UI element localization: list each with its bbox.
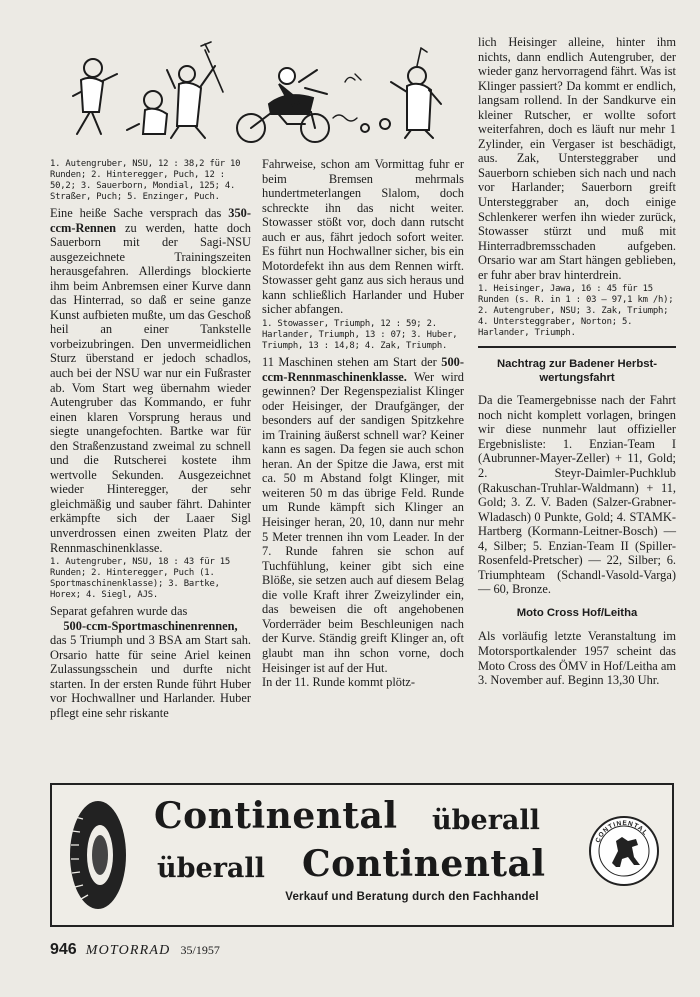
section-divider [478,346,676,348]
tyre-icon [67,797,129,913]
article-column-3 [478,35,676,688]
logo-text: CONTINENTAL [594,819,650,844]
magazine-name: MOTORRAD [85,943,171,958]
heading-350ccm-race: 350-ccm-Rennen [50,206,251,235]
race-result-500-racing: 1. Heisinger, Jawa, 16 : 45 für 15 Runden (s. R. in 1 : 03 — 97,1 km /h); 2. Autengruber, NSU; 3. Zak, Triumph; 4. Untersteggraber, Norton; 5. Harlander, Triumph. [478,284,674,339]
race-result-125: 1. Autengruber, NSU, 12 : 38,2 für 10 Runden; 2. Hinteregger, Puch, 12 : 50,2; 3. Sauerborn, Mondial, 125; 4. Straßer, Puch; 5. Enzinger, Puch. [50,159,241,202]
ad-brand-top: Continental [154,795,398,837]
page-number: 946 [50,941,77,958]
paragraph-sport-race-cont: Fahrweise, schon am Vormittag fuhr er beim Bremsen mehrmals hundertmeterlangen Slalom, doch schreckte ihn das nicht weiter. Stowasser stößt vor, doch dann rutscht auch er aus, fährt jedoch sofort weiter. Es führt nun Hochwallner sicher, bis ein Motordefekt ihn aus dem Rennen wirft. Stowasser geht ganz aus sich heraus und kann schließlich Harlander und Huber sicher abfangen. [262,157,464,317]
issue-number: 35/1957 [180,943,220,957]
page-footer [50,941,220,959]
article-column-2 [262,157,464,690]
paragraph-round-11: In der 11. Runde kommt plötz- [262,675,416,690]
paragraph-racing-cont: lich Heisinger alleine, hinter ihm nichts, dann endlich Autengruber, der wieder ganz hervorragend fährt. Was ist Klinger passiert? Da kommt er endlich, langsam rollend. In der Sandkurve ein kleiner Rutscher, er wollte sofort weiterfahren, doch es läuft nur mehr 1 Zylinder, ein Vergaser ist beschädigt, aus. Zak, Untersteggraber und Sauerborn schieben sich nach und nach vor Harlander; Sauerborn greift Untersteggraber an, doch einige Schlenkerer werfen ihn wieder zurück, Stowasser stürzt und muß mit Hinterradbremsschaden aufgeben. Orsario war am Start hängen geblieben, er fuhr aber brav hinterdrein. [478,35,676,282]
article-column-1 [50,157,251,721]
paragraph-team-results: Da die Teamergebnisse nach der Fahrt noch nicht komplett vorlagen, bringen wir diese nunmehr laut offizieller Ergebnisliste: 1. Enzian-Team I (Aubrunner-Mayer-Zeller) + 11, Gold; 2. Steyr-Daimler-Puchklub (Rakuschan-Truhlar-Waldmann) + 11, Gold; 3. Z. V. Baden (Salzer-Grabner-Wladasch) 0 Punkte, Gold; 4. STAMK-Hartberg (Kormann-Leitner-Bosch) — 4, Silber; 5. Enzian-Team II (Spiller-Rosenfeld-Pretscher) — 22, Silber; 6. Triumphteam (Schandl-Vasold-Varga) — 60, Bronze. [478,393,676,597]
paragraph-moto-cross: Als vorläufig letzte Veranstaltung im Motorsportkalender 1957 scheint das Moto Cross des ÖMV in Hof/Leitha am 3. November auf. Beginn 13,30 Uhr. [478,629,677,688]
continental-horse-logo-icon [588,815,660,887]
heading-500ccm-racing-class: 500-ccm-Rennmaschinenklasse. [262,355,464,384]
paragraph-500ccm-racing: 11 Maschinen stehen am Start der 500-ccm-Rennmaschinenklasse. Wer wird gewinnen? Der Regenspezialist Klinger oder Heisinger, der Draufgänger, der besonders auf der sandigen Spitzkehre im Training äußerst schnell war? Keiner kann es sagen. Da fegen sie auch schon heran. An der Spitze die Jawa, erst mit ca. 50 m Abstand folgt Klinger, mit weiteren 50 m das übrige Feld. Runde um Runde kämpft sich Klinger an Heisinger heran, 20, 10, dann nur mehr 5 Meter trennen ihn vom Leader. In der 7. Runde fahren sie schon auf Tuchfühlung, keiner gibt sich eine Blöße, sie setzen auch auf diesem Belag die volle Kraft ihrer Zweizylinder ein, das beweisen die oft angehobenen Vorderräder beim Beschleunigen nach der Kurve. Ständig greift Klinger an, oft glaubt man ihn schon vorne, doch Heisinger ist auf der Hut. [262,355,465,675]
paragraph-350ccm: Eine heiße Sache versprach das 350-ccm-Rennen zu werden, hatte doch Sauerborn mit der Sagi-NSU ausgezeichnete Trainingszeiten herausgefahren. Allerdings blockierte ihm beim Anbremsen einer Kurve dann das Hinterrad, so daß er seine ganze Kunst aufbieten mußte, um das Geschoß heil an einer Tankstelle vorbeizubringen. Den unvermeidlichen Sturz überstand er jedoch schadlos, auch bei der NSU war nur ein Fußraster ab. Vom Start weg übernahm wieder Autengruber das Kommando, er fuhr einen klaren Vorsprung heraus und siegte unangefochten. Bartke war für den Straßenzustand zweimal zu schnell und die Rutscherei kostete ihm wertvolle Sekunden. Ausgezeichnet wieder Hinteregger, der sehr gleichmäßig und sauber fährt. Dahinter erkämpfte sich der Laaer Sigl unverdrossen einen zweiten Platz der Rennmaschinenklasse. [50,206,251,555]
race-result-350: 1. Autengruber, NSU, 18 : 43 für 15 Runden; 2. Hinteregger, Puch (1. Sportmaschinenklasse); 3. Bartke, Horex; 4. Siegl, AJS. [50,557,231,601]
ad-word-bottom: überall [157,853,265,884]
ad-word-top: überall [432,805,540,836]
continental-advertisement [50,783,674,927]
cartoon-illustration [55,30,455,150]
ad-brand-bottom: Continental [302,843,546,885]
heading-nachtrag: Nachtrag zur Badener Herbst- wertungsfahrt [496,358,658,384]
paragraph-500ccm-sport: Separat gefahren wurde das 500-ccm-Sportmaschinenrennen, das 5 Triumph und 3 BSA am Start sah. Orsario hatte für seine Ariel keinen Zulassungsschein und durfte nicht starten. In der ersten Runde führt Huber vor Hochwallner und Harlander. Huber pflegt eine sehr riskante [50,604,251,720]
heading-500ccm-sport-race: 500-ccm-Sportmaschinenrennen, [63,618,238,633]
ad-tagline: Verkauf und Beratung durch den Fachhandel [285,891,539,903]
heading-moto-cross: Moto Cross Hof/Leitha [516,606,638,619]
race-result-500-sport: 1. Stowasser, Triumph, 12 : 59; 2. Harlander, Triumph, 13 : 07; 3. Huber, Triumph, 13 : 14,8; 4. Zak, Triumph. [262,319,458,352]
